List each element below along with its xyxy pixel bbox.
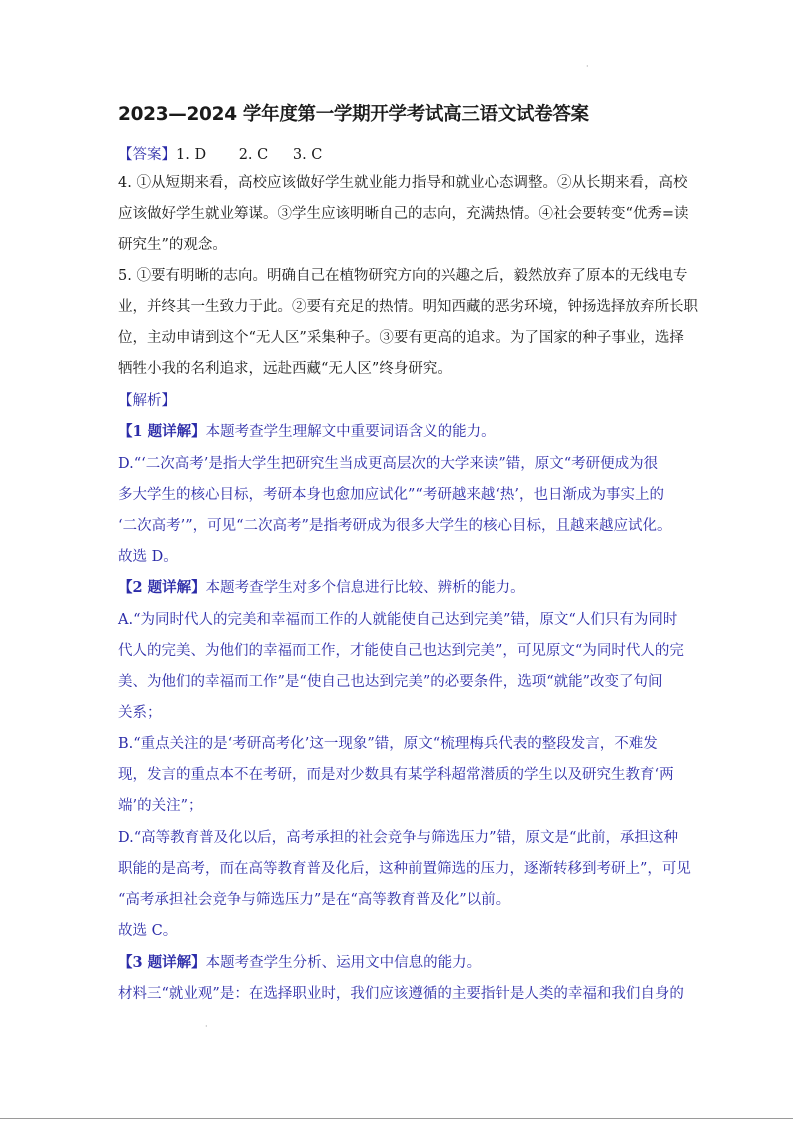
q2-line: 端’的关注”； — [118, 798, 203, 814]
answer-3: 3. C — [292, 147, 323, 163]
answer-line — [118, 145, 322, 165]
q3-heading — [118, 953, 481, 973]
q3-heading-tag: 【3 题详解】 — [118, 954, 206, 971]
page-bottom-divider — [0, 1118, 793, 1119]
q1-line: 多大学生的核心目标，考研本身也愈加应试化”“考研越来越‘热’，也日渐成为事实上的 — [118, 487, 665, 503]
q5-line: 位，主动申请到这个“无人区”采集种子。③要有更高的追求。为了国家的种子事业，选择 — [118, 330, 684, 346]
answer-1: 1. D — [176, 147, 207, 163]
q2-heading — [118, 578, 525, 598]
q4-line: 4. ①从短期来看，高校应该做好学生就业能力指导和就业心态调整。②从长期来看，高校 — [118, 175, 688, 191]
q1-line: ‘二次高考’”，可见“二次高考”是指考研成为很多大学生的核心目标，且越来越应试化。 — [118, 518, 672, 534]
q5-line: 业，并终其一生致力于此。②要有充足的热情。明知西藏的恶劣环境，钟扬选择放弃所长职 — [118, 299, 698, 315]
analysis-tag: 【解析】 — [118, 393, 176, 409]
q2-line: 代人的完美、为他们的幸福而工作，才能使自己也达到完美”，可见原文“为同时代人的完 — [118, 643, 684, 659]
q3-heading-text: 本题考查学生分析、运用文中信息的能力。 — [205, 955, 482, 971]
q2-line: 职能的是高考，而在高等教育普及化后，这种前置筛选的压力，逐渐转移到考研上”，可见 — [118, 861, 691, 877]
q2-line: A.“为同时代人的完美和幸福而工作的人就能使自己达到完美”错，原文“人们只有为同时 — [118, 612, 678, 628]
q1-heading-text: 本题考查学生理解文中重要词语含义的能力。 — [205, 424, 496, 440]
corner-mark: · — [586, 62, 589, 71]
q2-line: 故选 C。 — [118, 923, 178, 939]
q1-line: D.“‘二次高考’是指大学生把研究生当成更高层次的大学来读”错，原文“考研便成为很 — [118, 456, 659, 472]
q4-line: 研究生”的观念。 — [118, 237, 227, 253]
q1-line: 故选 D。 — [118, 549, 178, 565]
q1-heading — [118, 422, 496, 442]
q5-line: 牺牲小我的名利追求，远赴西藏“无人区”终身研究。 — [118, 361, 452, 377]
footer-mark: · — [205, 1022, 208, 1031]
q2-line: “高考承担社会竞争与筛选压力”是在“高等教育普及化”以前。 — [118, 892, 511, 908]
q2-line: B.“重点关注的是‘考研高考化’这一现象”错，原文“梳理梅兵代表的整段发言，不难发 — [118, 736, 658, 752]
q5-line: 5. ①要有明晰的志向。明确自己在植物研究方向的兴趣之后，毅然放弃了原本的无线电专 — [118, 268, 688, 284]
answer-tag: 【答案】 — [118, 147, 176, 163]
page-title: 2023—2024 学年度第一学期开学考试高三语文试卷答案 — [118, 104, 589, 125]
q2-line: 美、为他们的幸福而工作”是“使自己也达到完美”的必要条件，选项“就能”改变了句间 — [118, 674, 663, 690]
q2-line: 现，发言的重点本不在考研，而是对少数具有某学科超常潜质的学生以及研究生教育‘两 — [118, 767, 674, 783]
q1-heading-tag: 【1 题详解】 — [118, 423, 206, 440]
q2-heading-text: 本题考查学生对多个信息进行比较、辨析的能力。 — [205, 580, 525, 596]
q2-line: D.“高等教育普及化以后，高考承担的社会竞争与筛选压力”错，原文是“此前，承担这种 — [118, 830, 678, 846]
q2-line: 关系； — [118, 705, 162, 721]
answer-2: 2. C — [238, 147, 269, 163]
q2-heading-tag: 【2 题详解】 — [118, 579, 206, 596]
q4-line: 应该做好学生就业筹谋。③学生应该明晰自己的志向，充满热情。④社会要转变“优秀=读 — [118, 206, 689, 222]
q3-line: 材料三“就业观”是：在选择职业时，我们应该遵循的主要指针是人类的幸福和我们自身的 — [118, 986, 684, 1002]
